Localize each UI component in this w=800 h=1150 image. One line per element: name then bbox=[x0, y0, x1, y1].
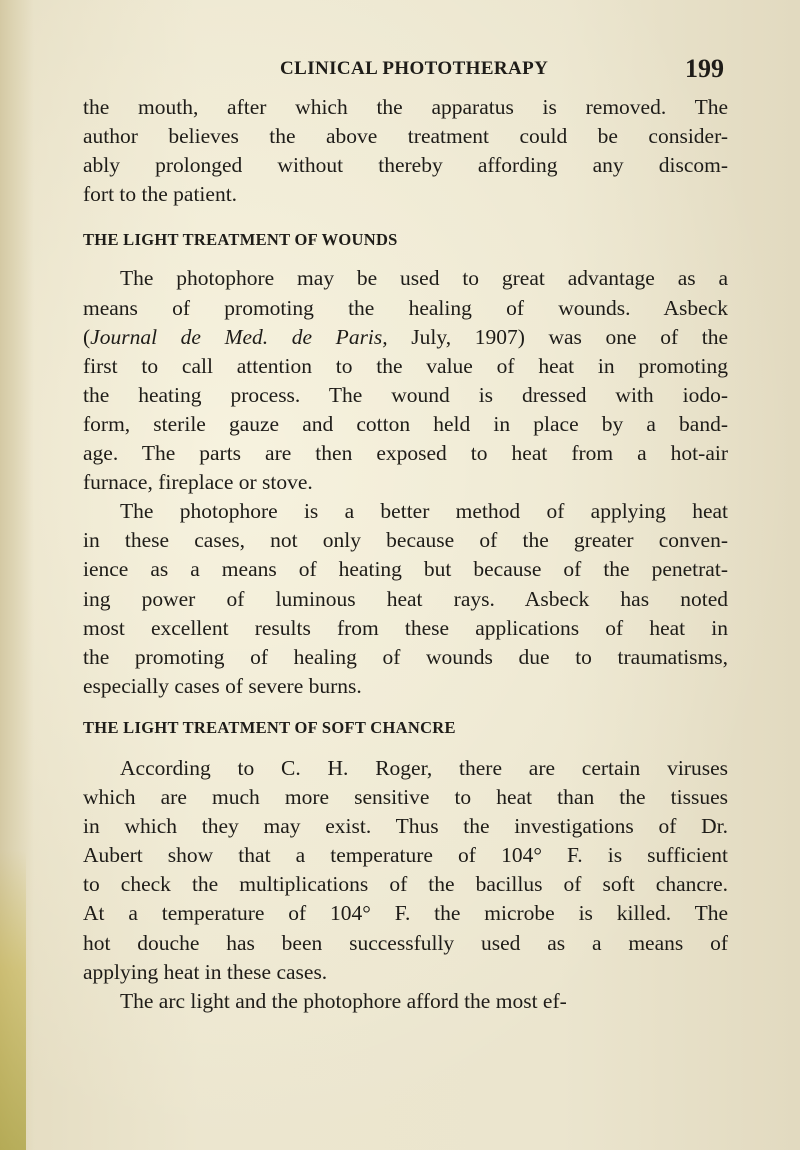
paren-open: ( bbox=[83, 324, 91, 349]
citation-rest: July, 1907) was one of the bbox=[387, 324, 728, 349]
text-line: means of promoting the healing of wounds. Asbeck bbox=[83, 295, 728, 320]
page-stain bbox=[0, 850, 26, 1150]
text-line: the promoting of healing of wounds due to traumatisms, bbox=[83, 644, 728, 669]
text-line: ience as a means of heating but because of the penetrat- bbox=[83, 557, 728, 582]
text-line: to check the multiplications of the bacillus of soft chancre. bbox=[83, 872, 728, 897]
text-line: furnace, fireplace or stove. bbox=[83, 470, 313, 495]
text-line: applying heat in these cases. bbox=[83, 959, 328, 984]
text-line: At a temperature of 104° F. the microbe is killed. The bbox=[83, 901, 728, 926]
text-line: in these cases, not only because of the greater conven- bbox=[83, 528, 728, 553]
text-line: age. The parts are then exposed to heat from a hot-air bbox=[83, 441, 728, 466]
text-line: form, sterile gauze and cotton held in place by a band- bbox=[83, 411, 728, 436]
text-line: The photophore may be used to great advantage as a bbox=[120, 266, 728, 291]
running-head bbox=[280, 54, 724, 84]
text-line: most excellent results from these applications of heat in bbox=[83, 615, 728, 640]
text-line: fort to the patient. bbox=[83, 182, 238, 207]
running-title: CLINICAL PHOTOTHERAPY bbox=[280, 58, 549, 79]
text-line: According to C. H. Roger, there are certain viruses bbox=[120, 755, 728, 780]
text-line: The photophore is a better method of applying heat bbox=[120, 499, 728, 524]
text-line: which are much more sensitive to heat than the tissues bbox=[83, 785, 728, 810]
page-number: 199 bbox=[685, 54, 724, 83]
text-line: ing power of luminous heat rays. Asbeck has noted bbox=[83, 586, 728, 611]
section-heading-wounds: THE LIGHT TREATMENT OF WOUNDS bbox=[83, 230, 398, 250]
text-line: the mouth, after which the apparatus is removed. The bbox=[83, 95, 728, 119]
text-line: hot douche has been successfully used as a means of bbox=[83, 930, 728, 955]
text-line: the heating process. The wound is dressed with iodo- bbox=[83, 382, 728, 407]
text-line: first to call attention to the value of heat in promoting bbox=[83, 353, 728, 378]
text-line: especially cases of severe burns. bbox=[83, 673, 362, 698]
text-line: author believes the above treatment could be consider- bbox=[83, 124, 728, 149]
text-line: The arc light and the photophore afford the most ef- bbox=[120, 988, 567, 1013]
text-line: ably prolonged without thereby affording any discom- bbox=[83, 153, 728, 178]
text-line: in which they may exist. Thus the investigations of Dr. bbox=[83, 814, 728, 839]
section-heading-soft-chancre: THE LIGHT TREATMENT OF SOFT CHANCRE bbox=[83, 717, 456, 737]
text-line: Aubert show that a temperature of 104° F. is sufficient bbox=[83, 843, 728, 868]
journal-title: Journal de Med. de Paris, bbox=[90, 324, 388, 349]
body-text bbox=[83, 93, 728, 1016]
text-line-citation bbox=[83, 323, 728, 352]
